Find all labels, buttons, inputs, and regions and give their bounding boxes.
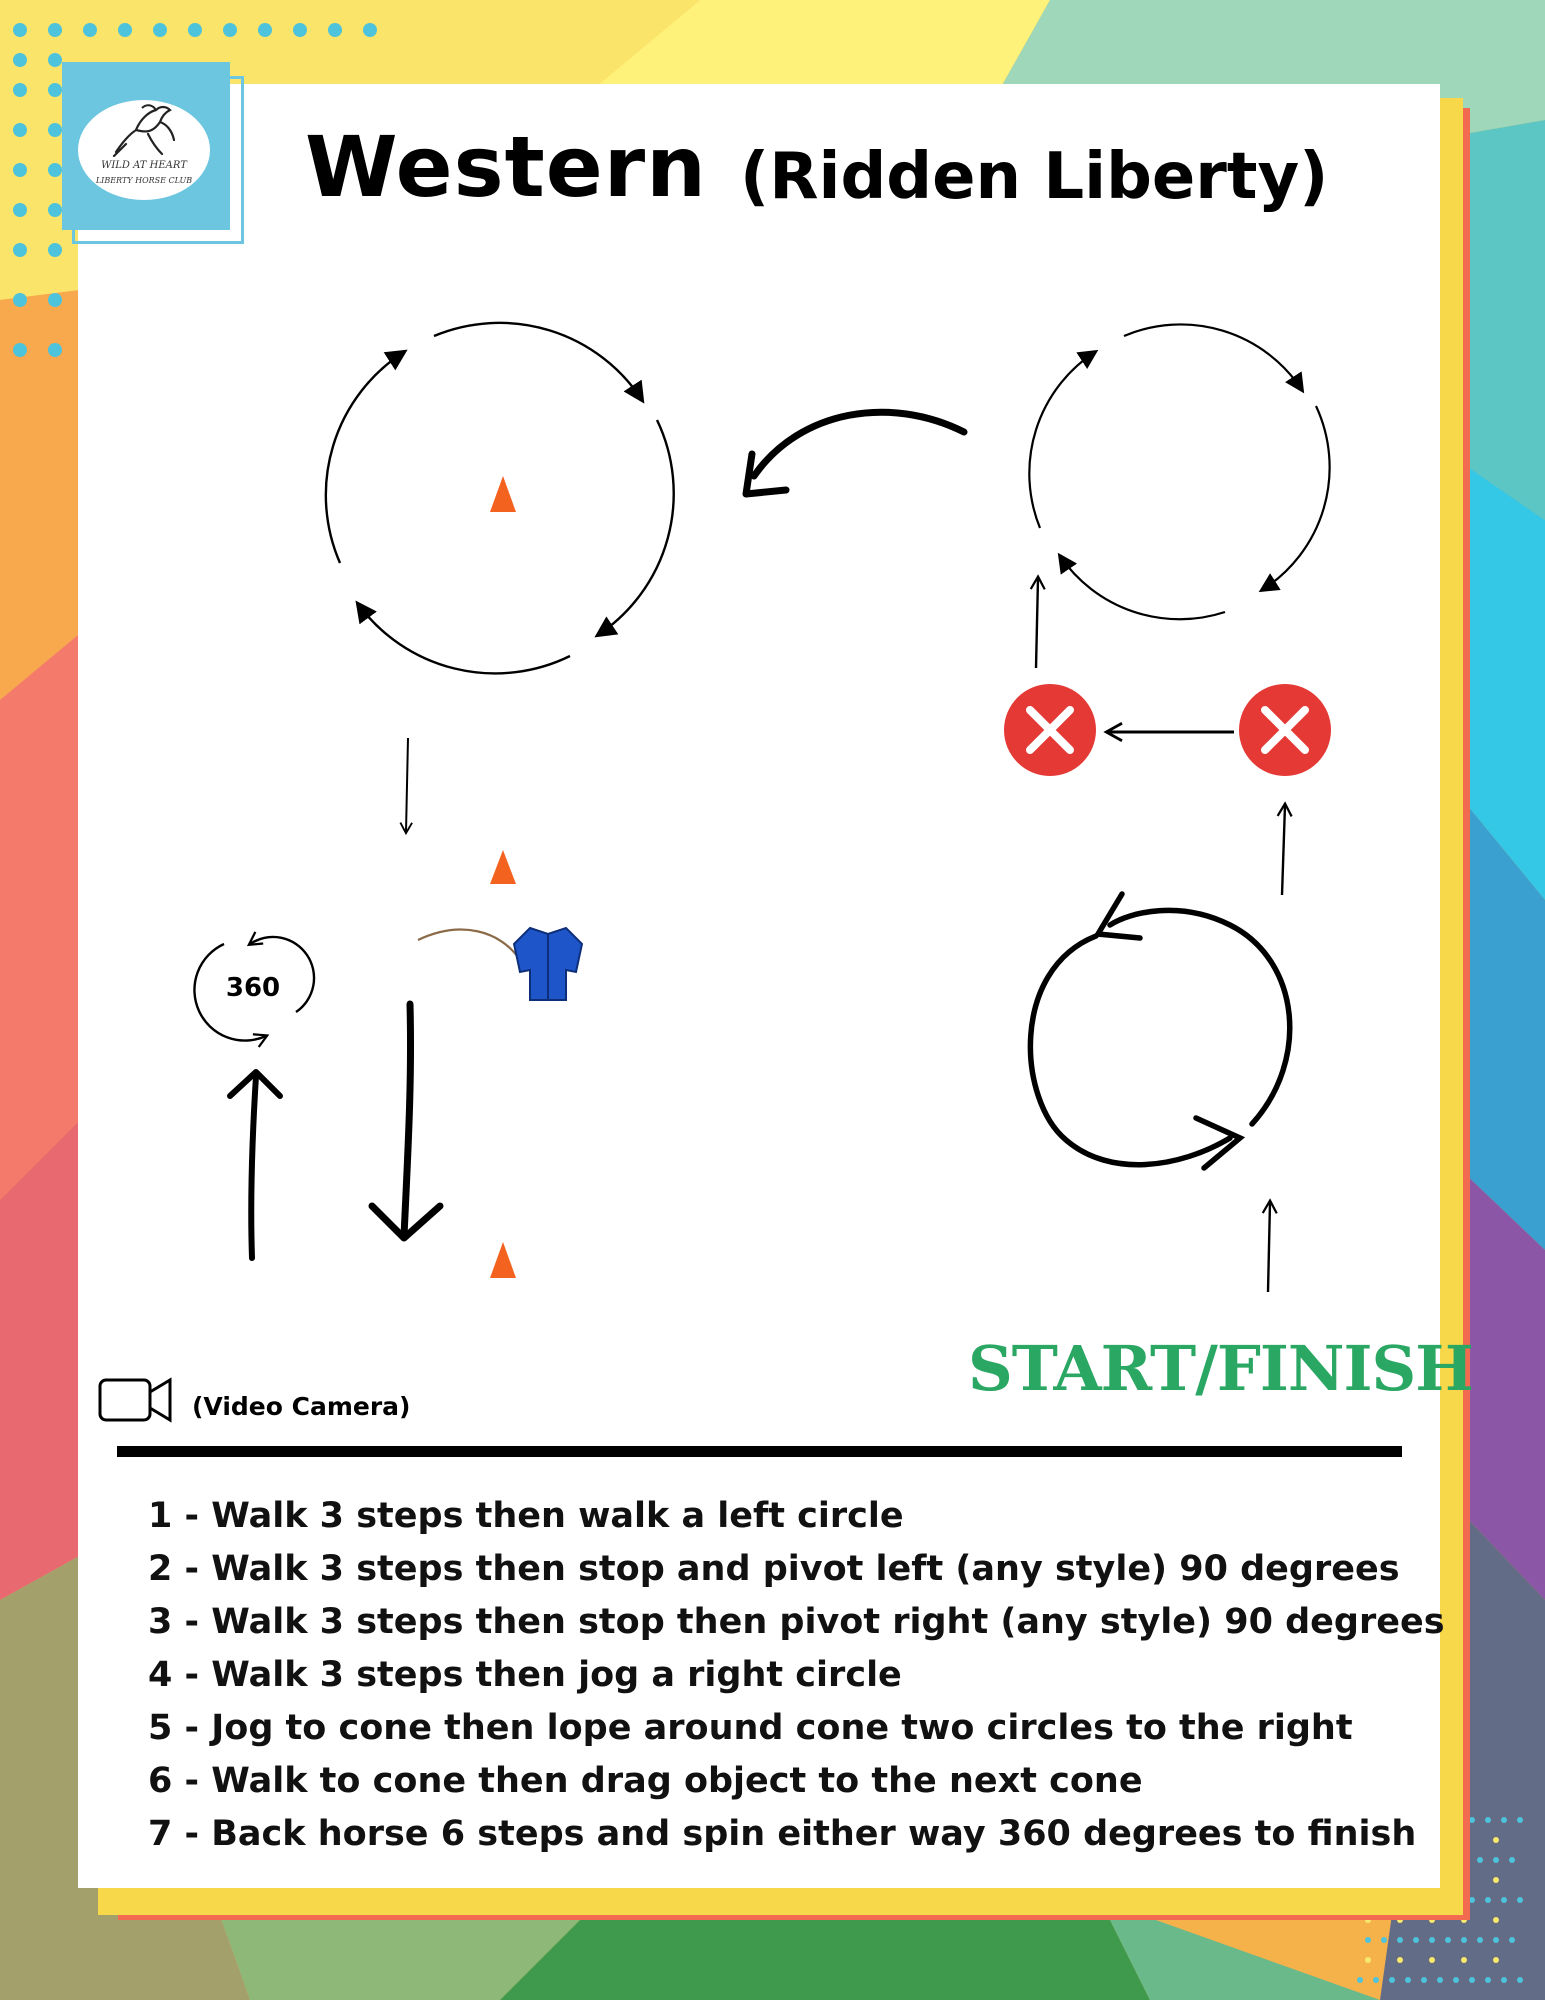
logo-tagline: LIBERTY HORSE CLUB: [95, 176, 193, 185]
cone: [490, 1242, 516, 1278]
x-circle-icon: [1004, 684, 1096, 776]
page-subtitle: (Ridden Liberty): [740, 140, 1329, 214]
arrow: [1036, 578, 1038, 668]
circle-arc: [598, 420, 674, 635]
arrow: [406, 738, 408, 832]
camera-label: (Video Camera): [192, 1392, 411, 1421]
circle-arc: [1124, 324, 1302, 390]
arrow: [1282, 805, 1285, 895]
instruction-step: 6 - Walk to cone then drag object to the next cone: [148, 1761, 1143, 1801]
jacket-icon: [514, 928, 582, 1000]
back-up-arrow: [404, 1004, 411, 1236]
spin-label: 360: [225, 973, 281, 1003]
logo-name: WILD AT HEART: [101, 160, 187, 171]
instruction-list: [148, 1490, 1445, 1861]
walk-up-arrow: [251, 1076, 256, 1258]
circle-arc: [358, 604, 570, 673]
instruction-step: 4 - Walk 3 steps then jog a right circle: [148, 1655, 902, 1695]
divider: [117, 1446, 1402, 1457]
circle-arc: [1029, 352, 1095, 528]
instruction-step: 5 - Jog to cone then lope around cone two circles to the right: [148, 1708, 1353, 1748]
instruction-step: 7 - Back horse 6 steps and spin either way 360 degrees to finish: [148, 1814, 1417, 1854]
video-camera-icon: [100, 1380, 170, 1420]
arrow: [1268, 1202, 1270, 1292]
drag-rope: [418, 930, 520, 960]
circle-arc: [1060, 556, 1225, 619]
right-circle-route: [1029, 324, 1329, 619]
instruction-step: 1 - Walk 3 steps then walk a left circle: [148, 1496, 904, 1536]
cone: [490, 476, 516, 512]
x-circle-icon: [1239, 684, 1331, 776]
circle-arc: [434, 323, 642, 400]
curved-arrow: [754, 412, 964, 476]
jog-circle-route: [1030, 894, 1289, 1168]
cone: [490, 850, 516, 884]
instruction-step: 3 - Walk 3 steps then stop then pivot right (any style) 90 degrees: [148, 1602, 1445, 1642]
instruction-step: 2 - Walk 3 steps then stop and pivot left (any style) 90 degrees: [148, 1549, 1400, 1589]
page-title: Western: [305, 118, 707, 216]
circle-arc: [1262, 406, 1330, 590]
start-finish-label: START/FINISH: [968, 1332, 1473, 1405]
circle-arc: [326, 352, 404, 563]
